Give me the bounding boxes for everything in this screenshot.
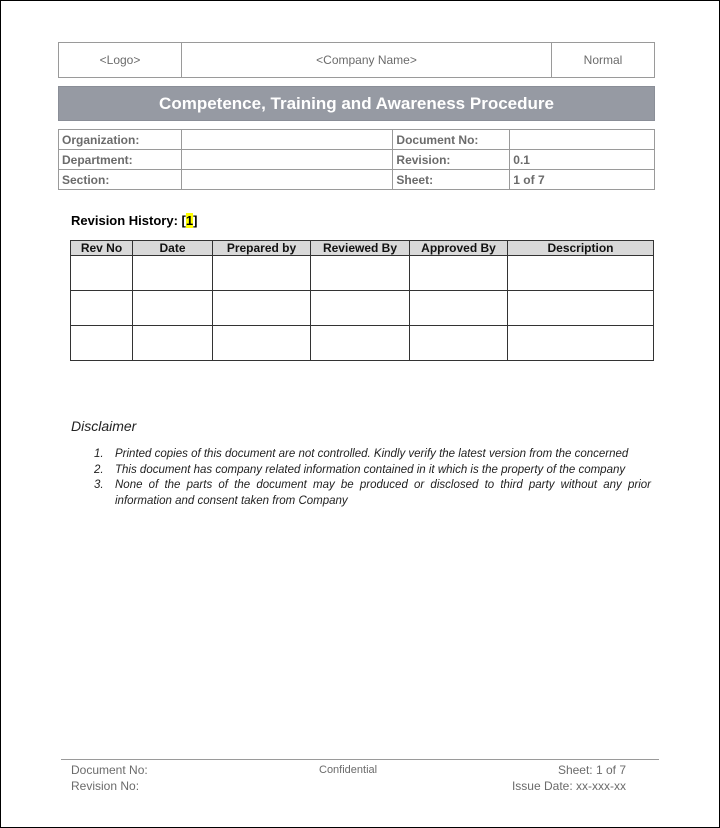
list-number: 3. bbox=[94, 479, 104, 491]
disclaimer-item bbox=[91, 463, 651, 479]
table-cell[interactable] bbox=[311, 326, 410, 361]
meta-row-department bbox=[59, 150, 655, 170]
table-cell[interactable] bbox=[71, 291, 133, 326]
meta-value bbox=[510, 130, 655, 150]
meta-value bbox=[181, 170, 393, 190]
table-cell[interactable] bbox=[311, 291, 410, 326]
logo-placeholder: <Logo> bbox=[59, 43, 182, 77]
revision-history-table bbox=[70, 240, 654, 361]
footer-document-no: Document No: bbox=[71, 763, 148, 777]
disclaimer-text: Printed copies of this document are not controlled. Kindly verify the latest version from the concerned bbox=[115, 448, 629, 460]
table-cell[interactable] bbox=[410, 291, 508, 326]
disclaimer-item bbox=[91, 478, 651, 509]
table-cell[interactable] bbox=[508, 291, 654, 326]
disclaimer-heading: Disclaimer bbox=[71, 418, 137, 434]
meta-row-organization bbox=[59, 130, 655, 150]
revision-marker: 1 bbox=[185, 213, 194, 228]
table-cell[interactable] bbox=[213, 256, 311, 291]
classification: Normal bbox=[583, 53, 623, 67]
column-header-rev-no: Rev No bbox=[71, 241, 133, 256]
meta-label: Document No: bbox=[393, 130, 510, 150]
column-header-description: Description bbox=[508, 241, 654, 256]
column-header-prepared-by: Prepared by bbox=[213, 241, 311, 256]
table-cell[interactable] bbox=[71, 256, 133, 291]
table-header-row bbox=[71, 241, 654, 256]
document-meta-table bbox=[58, 129, 655, 190]
footer-sheet: Sheet: 1 of 7 bbox=[557, 763, 626, 777]
list-number: 2. bbox=[94, 463, 104, 476]
table-row bbox=[71, 256, 654, 291]
table-cell[interactable] bbox=[133, 256, 213, 291]
meta-label: Revision: bbox=[393, 150, 510, 170]
meta-label: Section: bbox=[59, 170, 182, 190]
meta-label: Department: bbox=[59, 150, 182, 170]
disclaimer-text: This document has company related information contained in it which is the property of the company bbox=[115, 463, 626, 476]
disclaimer-item bbox=[91, 447, 651, 463]
meta-row-section bbox=[59, 170, 655, 190]
company-name: <Company Name> bbox=[182, 43, 552, 77]
column-header-approved-by: Approved By bbox=[410, 241, 508, 256]
document-title: Competence, Training and Awareness Procedure bbox=[58, 86, 655, 121]
revision-history-heading bbox=[71, 213, 197, 228]
table-cell[interactable] bbox=[71, 326, 133, 361]
column-header-date: Date bbox=[133, 241, 213, 256]
disclaimer-text: None of the parts of the document may be produced or disclosed to third party without any prior information and consent taken from Company bbox=[115, 479, 651, 507]
table-cell[interactable] bbox=[133, 326, 213, 361]
table-cell[interactable] bbox=[311, 256, 410, 291]
footer-revision-no: Revision No: bbox=[71, 779, 140, 793]
list-number: 1. bbox=[94, 448, 104, 460]
revision-history-label: Revision History: [ bbox=[71, 213, 186, 228]
meta-value bbox=[181, 130, 393, 150]
table-cell[interactable] bbox=[508, 326, 654, 361]
meta-label: Organization: bbox=[59, 130, 182, 150]
table-cell[interactable] bbox=[133, 291, 213, 326]
table-cell[interactable] bbox=[508, 256, 654, 291]
meta-value bbox=[181, 150, 393, 170]
column-header-reviewed-by: Reviewed By bbox=[311, 241, 410, 256]
meta-value: 0.1 bbox=[510, 150, 655, 170]
footer-confidential: Confidential bbox=[319, 764, 378, 776]
meta-value: 1 of 7 bbox=[510, 170, 655, 190]
header-table bbox=[58, 42, 655, 78]
table-cell[interactable] bbox=[213, 326, 311, 361]
table-cell[interactable] bbox=[410, 256, 508, 291]
footer-issue-date: Issue Date: xx-xxx-xx bbox=[511, 779, 626, 793]
table-row bbox=[71, 291, 654, 326]
table-cell[interactable] bbox=[213, 291, 311, 326]
revision-history-bracket: ] bbox=[193, 213, 198, 228]
footer-divider bbox=[61, 759, 659, 760]
meta-label: Sheet: bbox=[393, 170, 510, 190]
table-row bbox=[71, 326, 654, 361]
table-cell[interactable] bbox=[410, 326, 508, 361]
disclaimer-list bbox=[91, 447, 651, 509]
